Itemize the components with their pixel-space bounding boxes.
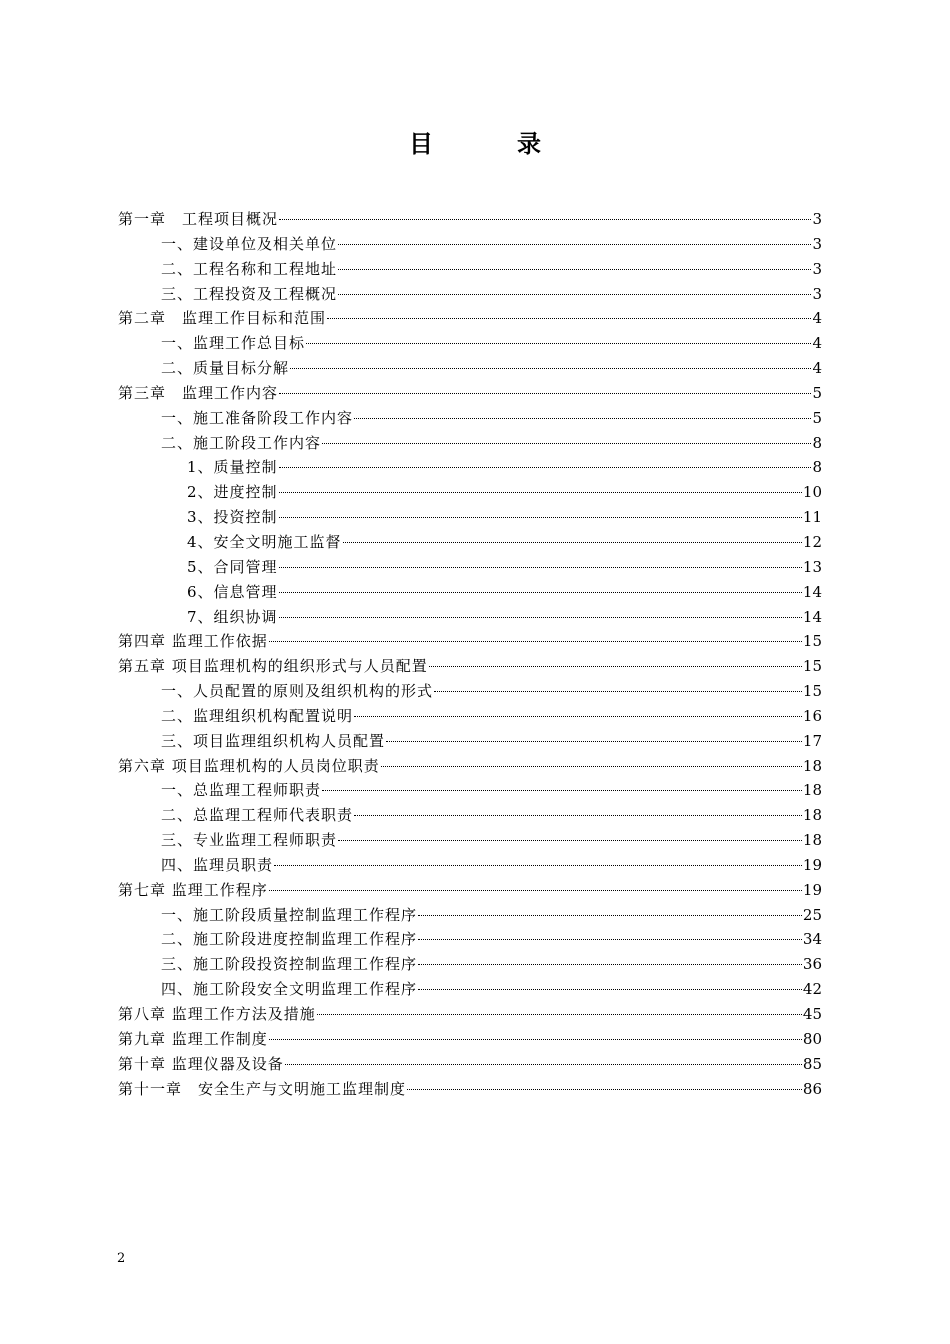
toc-entry[interactable] xyxy=(118,605,822,630)
toc-entry-label: 第八章 监理工作方法及措施 xyxy=(118,1005,316,1023)
page-number: 2 xyxy=(117,1251,126,1266)
toc-entry[interactable] xyxy=(118,654,822,679)
toc-entry-label: 四、施工阶段安全文明监理工作程序 xyxy=(161,980,418,999)
toc-leader-dots xyxy=(269,1038,802,1040)
toc-entry-page: 8 xyxy=(812,458,822,477)
toc-entry-label: 6、信息管理 xyxy=(187,582,278,601)
toc-entry-page: 45 xyxy=(802,1005,822,1023)
toc-entry[interactable] xyxy=(118,282,822,307)
toc-leader-dots xyxy=(279,466,811,468)
toc-entry-label: 3、投资控制 xyxy=(187,508,278,527)
toc-entry-label: 第十章 监理仪器及设备 xyxy=(118,1054,284,1073)
toc-entry-label: 2、进度控制 xyxy=(187,483,278,502)
toc-entry[interactable] xyxy=(118,679,822,704)
toc-entry-page: 14 xyxy=(802,582,822,601)
toc-leader-dots xyxy=(279,591,802,593)
toc-entry[interactable] xyxy=(118,480,822,505)
toc-entry-page: 10 xyxy=(802,483,822,502)
toc-leader-dots xyxy=(285,1063,802,1065)
toc-entry[interactable] xyxy=(118,207,822,232)
toc-leader-dots xyxy=(322,442,811,444)
toc-entry[interactable] xyxy=(118,778,822,803)
page-title: 目 录 xyxy=(409,130,571,158)
toc-entry-page: 3 xyxy=(812,284,822,303)
toc-entry-page: 25 xyxy=(802,905,822,924)
toc-leader-dots xyxy=(269,889,802,891)
toc-entry-label: 第一章 工程项目概况 xyxy=(118,210,279,228)
toc-entry[interactable] xyxy=(118,356,822,381)
toc-entry-label: 一、施工准备阶段工作内容 xyxy=(161,408,354,427)
toc-leader-dots xyxy=(418,963,802,965)
toc-leader-dots xyxy=(322,789,802,791)
toc-entry-page: 14 xyxy=(802,607,822,626)
toc-entry-page: 42 xyxy=(802,980,822,999)
toc-entry[interactable] xyxy=(118,555,822,580)
toc-leader-dots xyxy=(279,218,811,220)
toc-entry-label: 第九章 监理工作制度 xyxy=(118,1029,268,1048)
toc-leader-dots xyxy=(338,268,811,270)
toc-entry-page: 36 xyxy=(802,955,822,974)
toc-entry[interactable] xyxy=(118,431,822,456)
toc-leader-dots xyxy=(279,566,802,568)
toc-entry-page: 19 xyxy=(802,855,822,874)
toc-entry-page: 4 xyxy=(812,309,822,328)
toc-entry-page: 5 xyxy=(812,408,822,427)
toc-entry-label: 4、安全文明施工监督 xyxy=(187,532,342,551)
toc-entry-label: 第五章 项目监理机构的组织形式与人员配置 xyxy=(118,657,428,676)
toc-entry-page: 34 xyxy=(802,930,822,949)
toc-entry-label: 三、项目监理组织机构人员配置 xyxy=(161,731,386,750)
toc-leader-dots xyxy=(306,342,811,344)
toc-entry-page: 15 xyxy=(802,657,822,676)
toc-leader-dots xyxy=(418,938,802,940)
toc-entry-label: 第十一章 安全生产与文明施工监理制度 xyxy=(118,1079,407,1098)
toc-entry-page: 18 xyxy=(802,806,822,825)
toc-entry[interactable] xyxy=(118,381,822,406)
toc-entry[interactable] xyxy=(118,406,822,431)
toc-entry-label: 二、总监理工程师代表职责 xyxy=(161,806,354,825)
toc-entry-page: 5 xyxy=(812,383,822,402)
toc-entry-page: 18 xyxy=(802,756,822,775)
toc-entry[interactable] xyxy=(118,1027,822,1052)
toc-entry[interactable] xyxy=(118,1052,822,1077)
toc-entry[interactable] xyxy=(118,977,822,1002)
toc-entry-page: 15 xyxy=(802,632,822,651)
toc-leader-dots xyxy=(354,715,802,717)
toc-leader-dots xyxy=(269,640,802,642)
toc-entry-page: 4 xyxy=(812,359,822,378)
toc-entry-label: 三、工程投资及工程概况 xyxy=(161,284,338,303)
toc-entry-label: 二、工程名称和工程地址 xyxy=(161,259,338,278)
toc-entry[interactable] xyxy=(118,580,822,605)
toc-leader-dots xyxy=(338,293,811,295)
toc-entry[interactable] xyxy=(118,505,822,530)
toc-entry-label: 三、专业监理工程师职责 xyxy=(161,831,338,850)
toc-entry-label: 一、监理工作总目标 xyxy=(161,334,306,353)
toc-entry-page: 3 xyxy=(812,234,822,253)
toc-leader-dots xyxy=(354,814,802,816)
toc-entry-page: 18 xyxy=(802,781,822,800)
toc-entry[interactable] xyxy=(118,903,822,928)
toc-entry-label: 一、总监理工程师职责 xyxy=(161,781,322,800)
toc-entry[interactable] xyxy=(118,803,822,828)
toc-entry-page: 11 xyxy=(802,508,822,527)
toc-entry-page: 85 xyxy=(802,1054,822,1073)
toc-entry[interactable] xyxy=(118,878,822,903)
toc-entry[interactable] xyxy=(118,1002,822,1027)
toc-leader-dots xyxy=(327,317,811,319)
toc-entry-label: 三、施工阶段投资控制监理工作程序 xyxy=(161,955,418,974)
toc-entry-page: 4 xyxy=(812,334,822,353)
toc-leader-dots xyxy=(338,839,802,841)
table-of-contents xyxy=(118,207,822,1101)
toc-entry[interactable] xyxy=(118,629,822,654)
toc-entry[interactable] xyxy=(118,828,822,853)
toc-entry-label: 一、人员配置的原则及组织机构的形式 xyxy=(161,682,434,701)
toc-leader-dots xyxy=(386,740,802,742)
toc-leader-dots xyxy=(279,392,811,394)
toc-entry-label: 第三章 监理工作内容 xyxy=(118,383,279,402)
toc-entry-label: 二、施工阶段工作内容 xyxy=(161,433,322,452)
toc-entry-page: 80 xyxy=(802,1029,822,1048)
toc-entry-label: 二、施工阶段进度控制监理工作程序 xyxy=(161,930,418,949)
toc-entry[interactable] xyxy=(118,306,822,331)
toc-entry-label: 1、质量控制 xyxy=(187,458,278,477)
toc-entry-page: 15 xyxy=(802,682,822,701)
toc-entry-page: 19 xyxy=(802,880,822,899)
toc-entry-page: 18 xyxy=(802,831,822,850)
toc-entry-label: 5、合同管理 xyxy=(187,557,278,576)
toc-leader-dots xyxy=(279,491,802,493)
toc-entry[interactable] xyxy=(118,257,822,282)
toc-entry-page: 12 xyxy=(802,532,822,551)
toc-entry[interactable] xyxy=(118,754,822,779)
toc-entry[interactable] xyxy=(118,927,822,952)
toc-entry[interactable] xyxy=(118,331,822,356)
toc-entry[interactable] xyxy=(118,704,822,729)
toc-leader-dots xyxy=(274,864,802,866)
toc-leader-dots xyxy=(418,914,802,916)
toc-entry-page: 8 xyxy=(812,433,822,452)
toc-entry-label: 第七章 监理工作程序 xyxy=(118,880,268,899)
toc-leader-dots xyxy=(434,690,802,692)
toc-entry-page: 3 xyxy=(812,259,822,278)
toc-leader-dots xyxy=(317,1013,802,1015)
toc-entry-page: 16 xyxy=(802,706,822,725)
toc-entry[interactable] xyxy=(118,853,822,878)
toc-leader-dots xyxy=(429,665,802,667)
toc-leader-dots xyxy=(343,541,802,543)
toc-entry[interactable] xyxy=(118,729,822,754)
toc-entry-label: 第四章 监理工作依据 xyxy=(118,632,268,651)
toc-leader-dots xyxy=(354,417,811,419)
toc-leader-dots xyxy=(418,988,802,990)
toc-entry-page: 86 xyxy=(802,1079,822,1098)
toc-entry[interactable] xyxy=(118,232,822,257)
toc-entry-page: 13 xyxy=(802,557,822,576)
toc-entry-label: 四、监理员职责 xyxy=(161,855,274,874)
toc-entry-label: 第六章 项目监理机构的人员岗位职责 xyxy=(118,756,380,775)
toc-leader-dots xyxy=(338,243,811,245)
toc-entry[interactable] xyxy=(118,952,822,977)
toc-entry-label: 7、组织协调 xyxy=(187,607,278,626)
toc-entry-page: 3 xyxy=(812,210,822,228)
toc-leader-dots xyxy=(290,367,811,369)
toc-entry-label: 一、建设单位及相关单位 xyxy=(161,234,338,253)
toc-leader-dots xyxy=(279,516,802,518)
toc-entry[interactable] xyxy=(118,1077,822,1102)
toc-entry[interactable] xyxy=(118,530,822,555)
toc-entry-page: 17 xyxy=(802,731,822,750)
toc-entry-label: 二、质量目标分解 xyxy=(161,359,290,378)
toc-entry-label: 第二章 监理工作目标和范围 xyxy=(118,309,327,328)
toc-entry-label: 二、监理组织机构配置说明 xyxy=(161,706,354,725)
toc-leader-dots xyxy=(381,765,802,767)
toc-entry-label: 一、施工阶段质量控制监理工作程序 xyxy=(161,905,418,924)
toc-entry[interactable] xyxy=(118,455,822,480)
toc-leader-dots xyxy=(279,616,802,618)
toc-leader-dots xyxy=(407,1088,802,1090)
